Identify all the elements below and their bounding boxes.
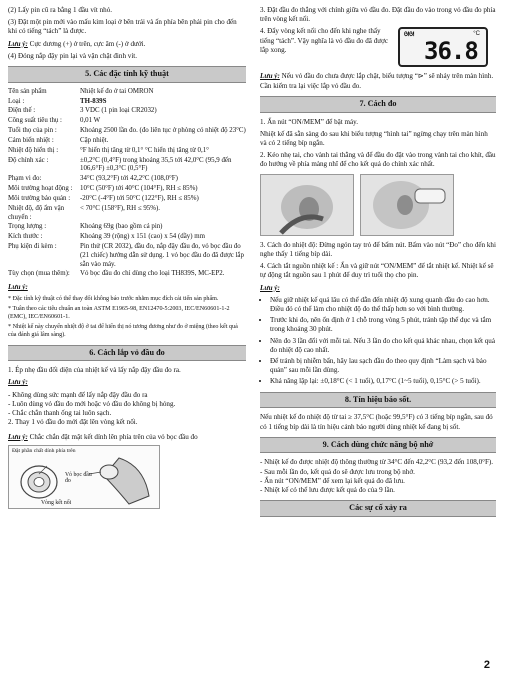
spec-value: Pin thử (CR 2032), đầu đo, nắp đậy đầu đo, vỏ bọc đầu đo (21 chiếc) hướng dẫn sử dụng. 1 vỏ bọc đầu đo đã được lắp sẵn vào máy. <box>80 243 244 268</box>
spec-row <box>8 223 246 233</box>
measure-photos <box>260 174 496 236</box>
spec-key: Tên sản phẩm <box>8 87 47 95</box>
spec-value: 0,01 W <box>80 117 101 125</box>
s6-note-label: Lưu ý: <box>8 378 28 387</box>
s6-step-2: 2. Thay 1 vỏ đầu đo mới đặt lên vòng kết nối. <box>8 418 138 427</box>
measure-note: • Trước khi đo, nên ổn định ở 1 chỗ trong vòng 5 phút, tránh tập thể dục và tắm trong khoảng 30 phút. <box>270 316 496 334</box>
note-label: Lưu ý: <box>8 432 28 441</box>
spec-key: Tùy chọn (mua thêm): <box>8 270 70 278</box>
spec-value: Vỏ bọc đầu đo chỉ dùng cho loại TH839S, MC-EP2. <box>80 270 225 278</box>
spec-key: Loại : <box>8 97 25 105</box>
spec-value: Nhiệt kế đo ở tai OMRON <box>80 87 154 95</box>
spec-key: Tuổi thọ của pin : <box>8 127 57 135</box>
spec-key: Môi trường bảo quản : <box>8 194 71 202</box>
intro-step-4: (4) Đóng nắp đậy pin lại và vặn chặt đinh vít. <box>8 51 138 60</box>
memory-item: - Sau mỗi lần đo, kết quả đo sẽ được lưu trong bộ nhớ. <box>260 467 415 476</box>
ear-photo-2-drawing <box>361 175 453 235</box>
spec-row <box>8 147 246 157</box>
spec-value: 34°C (93,2°F) tới 42,2°C (108,0°F) <box>80 175 178 183</box>
probe-cover-note <box>260 72 496 90</box>
s7-step-4: 4. Cách tắt nguồn nhiệt kế : Ấn và giữ nút “ON/MEM” để tắt nhiệt kế. Nhiệt kế sẽ tự động tắt nguồn sau 1 phút để duy trì tuổi thọ cho pin. <box>260 262 494 280</box>
fig-label-ring: Vòng kết nối <box>41 499 72 506</box>
memory-item: - Nhiệt kế có thể lưu được kết quả đo của 9 lần. <box>260 486 395 495</box>
fine-print-1: * Đặc tính kỹ thuật có thể thay đổi không báo trước nhằm mục đích cải tiến sản phẩm. <box>8 295 219 302</box>
spec-row <box>8 117 246 127</box>
measure-note: • Nên đo 3 lần đổi với mỗi tai. Nếu 3 lần đo cho kết quả khác nhau, chọn kết quả đo nhiệt độ cao nhất. <box>270 337 496 355</box>
measure-note: • Nếu giữ nhiệt kế quá lâu có thể dẫn đến nhiệt độ xung quanh đầu đo cao hơn. Điều đó có thể làm cho nhiệt độ đo thể thấp hơn so với bình thường. <box>270 296 496 314</box>
spec-value: < 70°C (158°F), RH ≤ 95%). <box>80 204 160 212</box>
section-9-header: 9. Cách dùng chức năng bộ nhớ <box>260 437 496 454</box>
s7-step-3: 3. Cách đo nhiệt độ: Đừng ngón tay trỏ để bấm nút. Bấm vào nút “Đo” cho đến khi nghe thấy 1 tiếng bíp dài. <box>260 240 496 258</box>
spec-value: °F hiển thị tăng từ 0,1° °C hiển thị tăng từ 0,1° <box>80 146 209 154</box>
spec-row <box>8 205 246 224</box>
spec-row <box>8 195 246 205</box>
section-8-header: 8. Tín hiệu báo sốt. <box>260 392 496 409</box>
lcd-unit: °C <box>473 31 480 38</box>
spec-row <box>8 270 246 280</box>
s7-step-2: 2. Kéo nhẹ tai, cho vành tai thẳng và để đầu đo đặt vào trong vành tai cho khít, đầu đo hướng về phía màng nhĩ để cho kết quả đo chính xác nhất. <box>260 151 496 169</box>
s6-note-2: - Luôn dùng vỏ đầu đo mới hoặc vỏ đầu đo không bị hỏng. <box>8 399 176 408</box>
intro-step-2: (2) Lấy pin cũ ra bằng 1 đầu vít nhỏ. <box>8 6 113 14</box>
spec-key: Nhiệt độ hiển thị : <box>8 146 59 154</box>
fig-label-cover: Vỏ bọc đầu đo <box>65 471 92 485</box>
spec-key: Điện thế : <box>8 107 36 115</box>
spec-value: Khoảng 2500 lần đo. (đo liên tục ở phòng có nhiệt độ 23°C) <box>80 127 246 135</box>
spec-row <box>8 185 246 195</box>
fever-signal-text: Nếu nhiệt kế đo nhiệt độ từ tai ≥ 37,5°C (hoặc 99,5°F) có 3 tiếng bíp ngắn, sau đó có 1 tiếng bíp dài là tín hiệu cảnh báo người dùng nhiệt kế đang bị sốt. <box>260 413 493 431</box>
spec-key: Kích thước : <box>8 233 43 241</box>
s6-step-3: 3. Đặt đầu đo thẳng với chính giữa vỏ đầu đo. Đặt đầu đo vào trong vỏ đầu đo phía trên vòng kết nối. <box>260 6 496 24</box>
lcd-display <box>398 27 488 67</box>
measure-note: • Để tránh bị nhiễm bẩn, hãy lau sạch đầu đo theo quy định “Làm sạch và bảo quản” sau mỗi lần dùng. <box>270 357 496 375</box>
spec-value: Khoảng 39 (rộng) x 151 (cao) x 54 (dầy) mm <box>80 233 205 241</box>
note-label: Lưu ý: <box>8 39 28 48</box>
spec-key: Cảm biến nhiệt : <box>8 136 54 144</box>
spec-key: Môi trường hoạt động : <box>8 185 73 193</box>
spec-value: 3 VDC (1 pin loại CR2032) <box>80 107 157 115</box>
spec-value: TH-839S <box>80 97 107 105</box>
lcd-value: 36.8 <box>424 37 478 66</box>
left-column <box>8 6 246 509</box>
spec-row <box>8 243 246 270</box>
right-column <box>260 6 496 522</box>
intro-step-3: (3) Đặt một pin mới vào mấu kim loại ở bên trái và ấn phía bên phải pin cho đến khi có tiếng “tách” là được. <box>8 18 237 36</box>
s6-note-1: - Không dùng sức mạnh để lấy nắp đậy đầu đo ra <box>8 390 148 399</box>
spec-row <box>8 157 246 176</box>
ear-photo-2 <box>360 174 454 236</box>
fine-print-3: * Nhiệt kế này chuyển nhiệt độ ở tai để hiển thị nó tương đương như đo ở miệng (theo kết quả của đánh giá lâm sàng). <box>8 324 238 338</box>
spec-value: -20°C (-4°F) tới 50°C (122°F), RH ≤ 85%) <box>80 194 199 202</box>
spec-value: Cặp nhiệt. <box>80 136 109 144</box>
s7-note-label: Lưu ý: <box>260 283 280 292</box>
note-text: Nếu vỏ đầu đo chưa được lắp chặt, biểu tượng “⊳” sẽ nháy trên màn hình. Cần kiểm tra lại việc lắp vỏ đầu đo. <box>260 72 494 90</box>
spec-row <box>8 127 246 137</box>
spec-value: 10°C (50°F) tới 40°C (104°F), RH ≤ 85%) <box>80 185 198 193</box>
spec-key: Nhiệt độ, độ ẩm vận chuyển : <box>8 204 65 221</box>
section-7-header: 7. Cách đo <box>260 96 496 113</box>
spec-row <box>8 98 246 108</box>
measure-notes-list <box>260 296 496 387</box>
spec-row <box>8 137 246 147</box>
ear-photo-1-drawing <box>261 175 353 235</box>
s7-step-1-detail: Nhiệt kế đã sẵn sàng đo sau khi biểu tượng “hình tai” ngừng chạy trên màn hình và có 2 tiếng bíp ngắn. <box>260 129 488 147</box>
section-10-header: Các sự cố xảy ra <box>260 500 496 517</box>
battery-note <box>8 40 246 49</box>
section-5-header: 5. Các đặc tính kỹ thuật <box>8 66 246 83</box>
note-text: Chắc chắn đặt mặt kết dính lên phía trên của vỏ bọc đầu đo <box>27 432 198 441</box>
s7-step-1: 1. Ấn nút “ON/MEM” để bật máy. <box>260 117 359 126</box>
section-6-header: 6. Cách lắp vỏ đầu đo <box>8 345 246 362</box>
measure-note: • Khả năng lặp lại: ±0,18°C (< 1 tuổi), 0,17°C (1~5 tuổi), 0,15°C (> 5 tuổi). <box>270 377 496 386</box>
spec-key: Phụ kiện đi kèm : <box>8 243 57 250</box>
spec-key: Phạm vi đo: <box>8 175 42 183</box>
s6-note-3: - Chắc chắn thanh ống tai luôn sạch. <box>8 409 112 418</box>
memory-item: - Ấn nút “ON/MEM” để xem lại kết quả đo đã lưu. <box>260 476 405 485</box>
step-4-block <box>260 27 496 69</box>
spec-row <box>8 107 246 117</box>
page-number: 2 <box>483 658 490 671</box>
note-text: Cực dương (+) ở trên, cực âm (-) ở dưới. <box>27 39 146 48</box>
s6-step-4: 4. Đẩy vòng kết nối cho đến khi nghe thấy tiếng “tách”. Vậy nghĩa là vỏ đầu đo đã được lắp xong. <box>260 27 389 54</box>
fig-label-adhesive: Đặt phần chất dính phía trên <box>12 447 76 454</box>
spec-value: ±0,2°C (0,4°F) trong khoảng 35,5 tới 42,0°C (95,9 đến 106,6°F) ±0,3°C (0,5°F) <box>80 156 232 173</box>
spec-row <box>8 88 246 98</box>
spec-note-label: Lưu ý: <box>8 283 28 292</box>
ear-photo-1 <box>260 174 354 236</box>
ear-icon: ᘛᘛ <box>404 32 415 39</box>
note-label: Lưu ý: <box>260 72 280 81</box>
spec-key: Độ chính xác : <box>8 156 49 164</box>
s6-step-1: 1. Ép nhẹ đầu đối diện của nhiệt kế và lấy nắp đậy đầu đo ra. <box>8 366 181 375</box>
spec-table <box>8 88 246 281</box>
spec-key: Trọng lượng : <box>8 223 47 231</box>
probe-cover-figure <box>8 445 160 509</box>
spec-value: Khoảng 69g (bao gồm cả pin) <box>80 223 163 231</box>
memory-item: - Nhiệt kế đo được nhiệt độ thông thường từ 34°C đến 42,2°C (93,2 đến 108,0°F). <box>260 458 494 467</box>
s6-note-4 <box>8 433 246 442</box>
spec-row <box>8 233 246 243</box>
spec-row <box>8 175 246 185</box>
fine-print-2: * Tuân theo các tiêu chuẩn an toàn ASTM E1965-98, EN12470-5:2003, IEC/EN60601-1-2 (EMC), IEC/EN60601-1. <box>8 306 230 320</box>
spec-key: Công suất tiêu thụ : <box>8 117 62 125</box>
